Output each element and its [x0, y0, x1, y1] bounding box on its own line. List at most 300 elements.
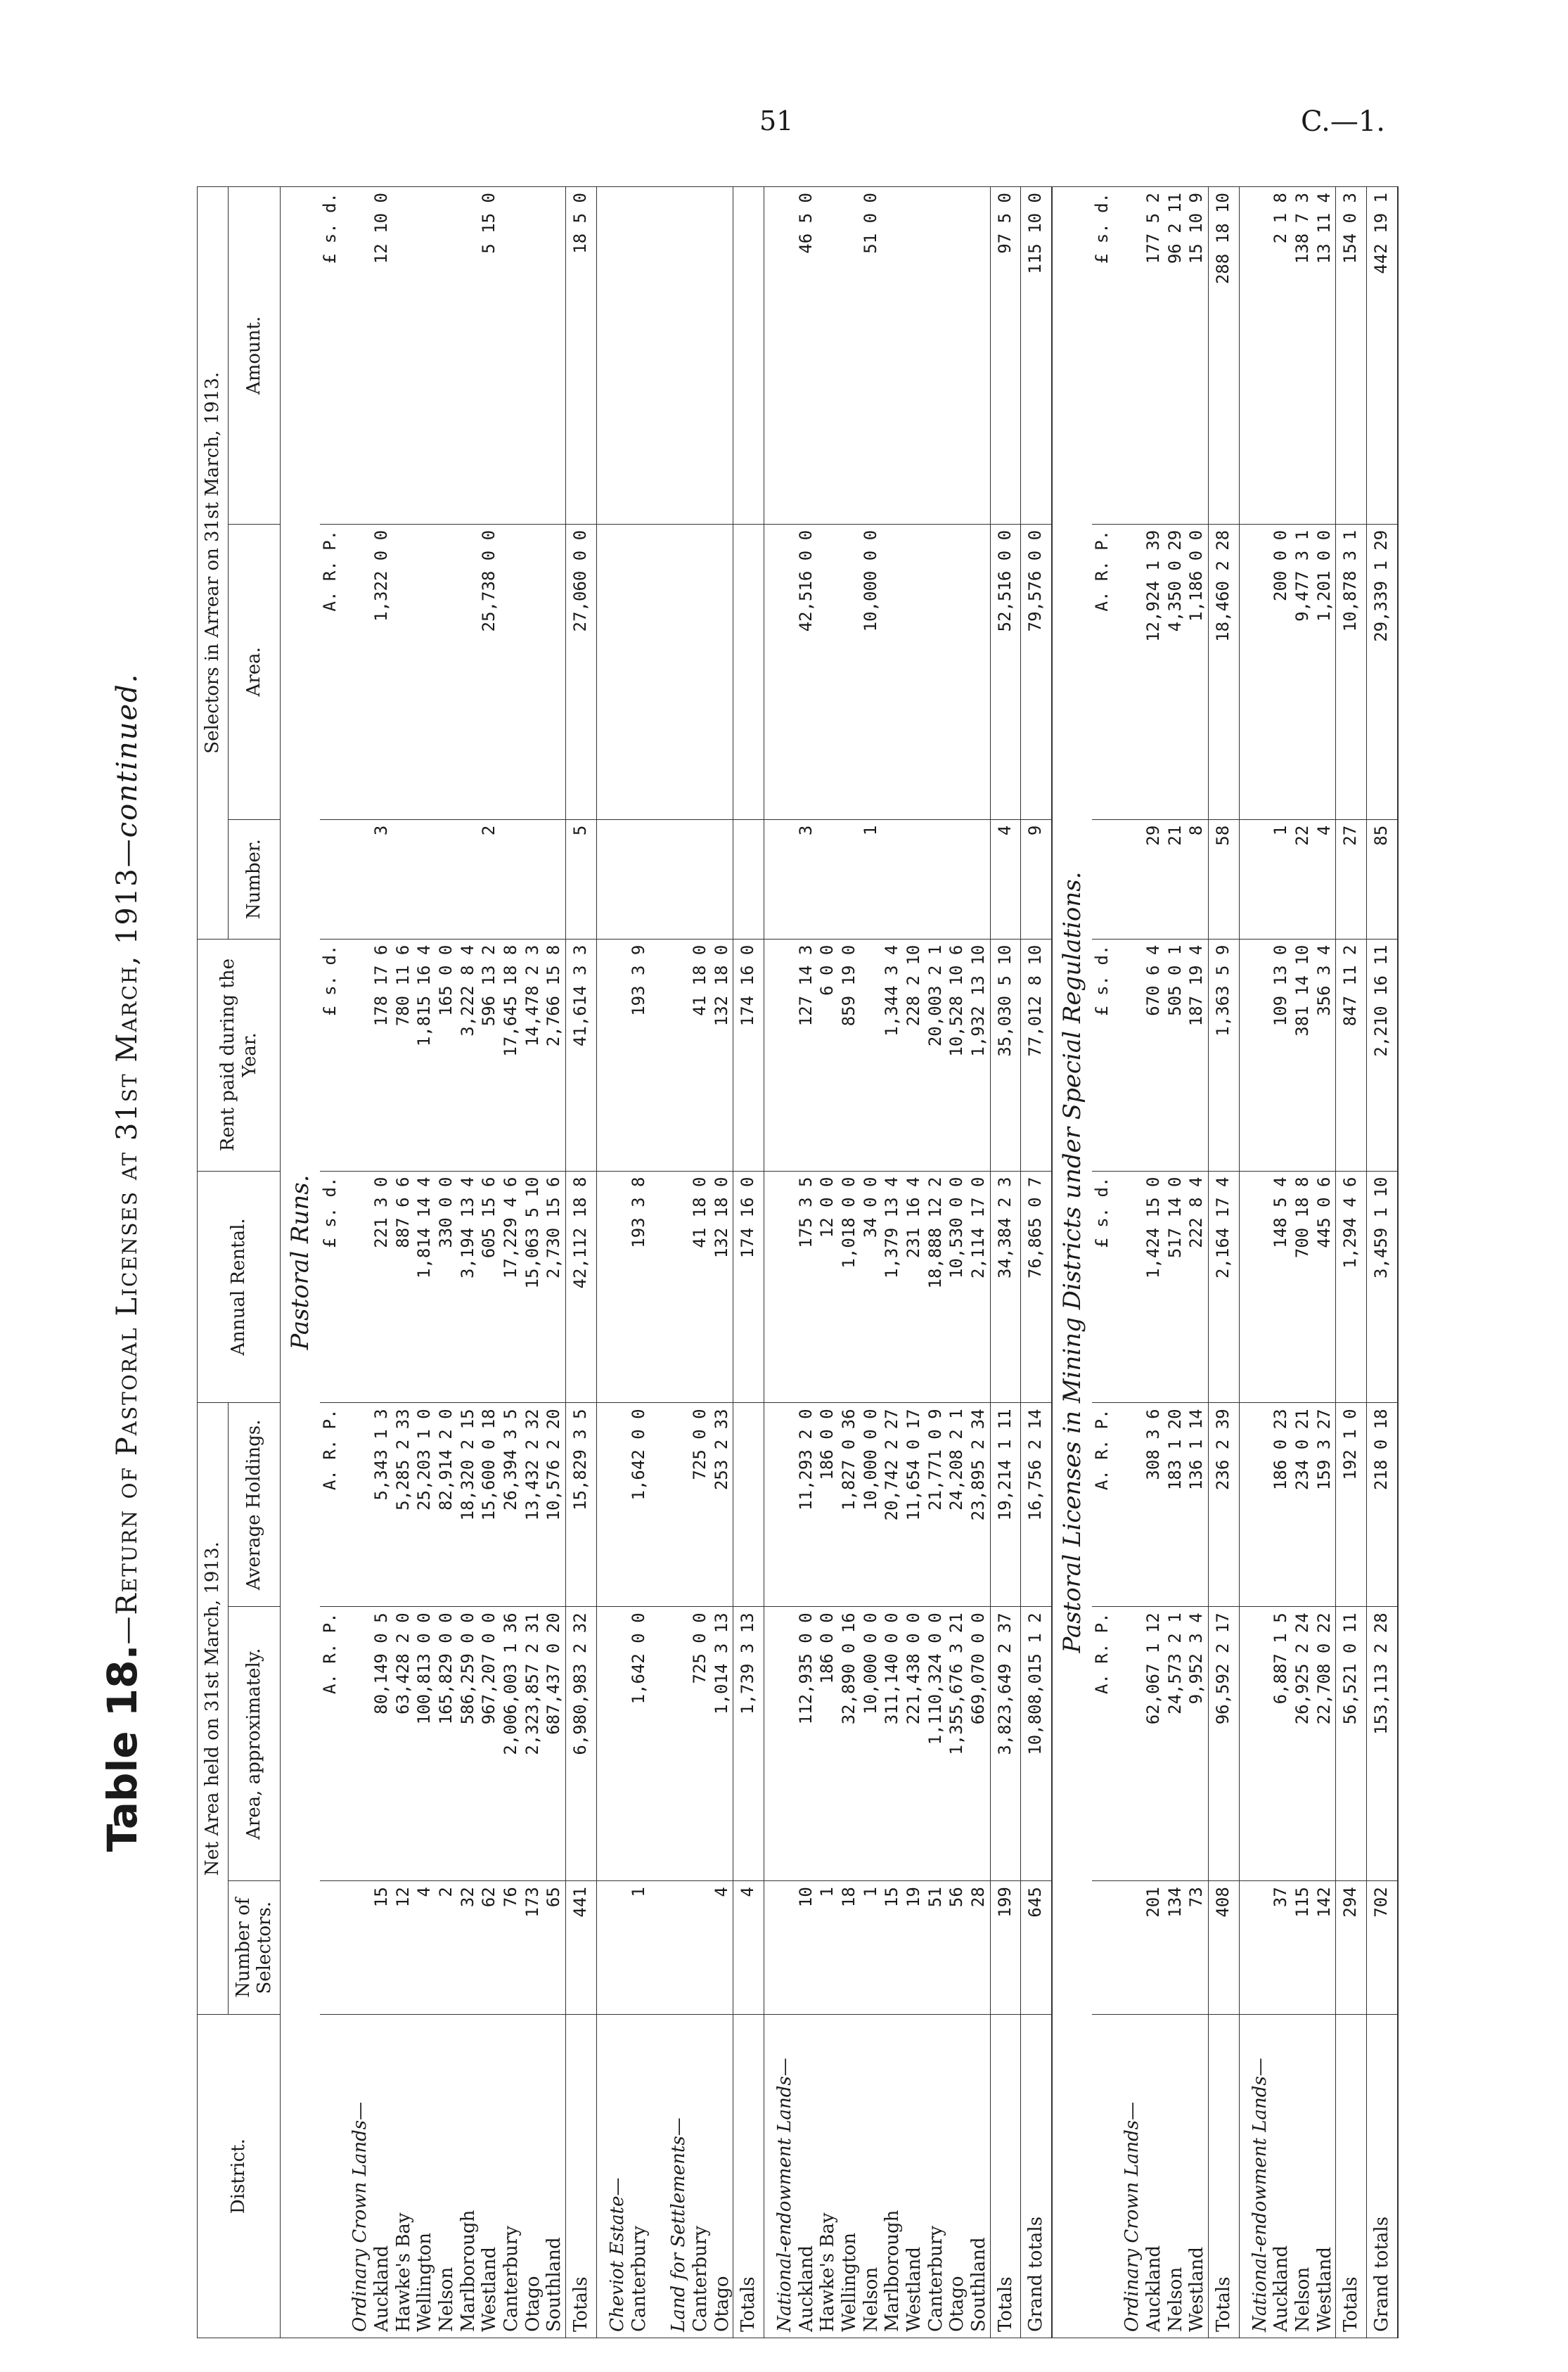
cell-arrear-area — [501, 524, 522, 819]
cell-area: 1,739 3 13 — [733, 1607, 764, 1881]
cell-arrear-amount: 115 10 0 — [1021, 187, 1052, 525]
cell-district: Nelson — [1165, 2015, 1187, 2338]
cell-arrear-number: 3 — [796, 819, 818, 939]
cell-arrear-area: 10,878 3 1 — [1336, 524, 1367, 819]
cell-average-holding — [650, 1403, 658, 1607]
units-row — [320, 187, 340, 2338]
cell-average-holding: 16,756 2 14 — [1021, 1403, 1052, 1607]
cell-rent-paid — [861, 939, 882, 1171]
cell-district: Ordinary Crown Lands— — [340, 2015, 371, 2338]
cell-arrear-amount — [839, 187, 861, 525]
cell-district: Marlborough — [882, 2015, 904, 2338]
cell-selectors — [1239, 1881, 1271, 2015]
cell-district: Grand totals — [1367, 2015, 1398, 2338]
cell-annual-rental: 148 5 4 — [1271, 1171, 1292, 1403]
section-title: Pastoral Runs. — [281, 187, 321, 2338]
cell-annual-rental: 605 15 6 — [479, 1171, 501, 1403]
cell-district: Totals — [1209, 2015, 1240, 2338]
group-heading — [1112, 187, 1143, 2338]
header-selectors: Number of Selectors. — [228, 1881, 280, 2015]
cell-average-holding: 186 0 23 — [1271, 1403, 1292, 1607]
cell-selectors: 37 — [1271, 1881, 1292, 2015]
cell-average-holding: 25,203 1 0 — [414, 1403, 436, 1607]
cell-annual-rental: 193 3 8 — [629, 1171, 650, 1403]
cell-selectors: 115 — [1292, 1881, 1314, 2015]
unit-label: £ s. d. — [320, 187, 340, 525]
cell-rent-paid — [658, 939, 690, 1171]
cell-selectors: 56 — [946, 1881, 968, 2015]
unit-label — [1092, 1881, 1112, 2015]
cell-average-holding: 218 0 18 — [1367, 1403, 1398, 1607]
cell-arrear-number — [1239, 819, 1271, 939]
cell-selectors: 73 — [1186, 1881, 1208, 2015]
unit-label — [320, 2015, 340, 2338]
cell-arrear-number — [393, 819, 415, 939]
cell-selectors: 28 — [968, 1881, 990, 2015]
cell-annual-rental: 445 0 6 — [1314, 1171, 1336, 1403]
unit-label: A. R. P. — [320, 1403, 340, 1607]
cell-arrear-amount — [340, 187, 371, 525]
cell-annual-rental: 18,888 12 2 — [925, 1171, 947, 1403]
cell-annual-rental: 76,865 0 7 — [1021, 1171, 1052, 1403]
cell-annual-rental: 1,814 14 4 — [414, 1171, 436, 1403]
cell-arrear-area — [733, 524, 764, 819]
cell-arrear-area: 42,516 0 0 — [796, 524, 818, 819]
cell-area: 62,067 1 12 — [1143, 1607, 1165, 1881]
cell-average-holding: 23,895 2 34 — [968, 1403, 990, 1607]
cell-arrear-amount — [733, 187, 764, 525]
cell-area: 10,808,015 1 2 — [1021, 1607, 1052, 1881]
cell-rent-paid: 10,528 10 6 — [946, 939, 968, 1171]
cell-area: 6,887 1 5 — [1271, 1607, 1292, 1881]
units-row — [1092, 187, 1112, 2338]
table-row — [904, 187, 925, 2338]
cell-annual-rental — [764, 1171, 795, 1403]
page-code: C.—1. — [1300, 105, 1385, 138]
cell-rent-paid: 1,363 5 9 — [1209, 939, 1240, 1171]
cell-arrear-number: 85 — [1367, 819, 1398, 939]
cell-arrear-number: 58 — [1209, 819, 1240, 939]
cell-selectors: 1 — [629, 1881, 650, 2015]
cell-annual-rental: 700 18 8 — [1292, 1171, 1314, 1403]
unit-label: £ s. d. — [1092, 939, 1112, 1171]
cell-arrear-amount: 13 11 4 — [1314, 187, 1336, 525]
cell-average-holding: 13,432 2 32 — [522, 1403, 544, 1607]
cell-arrear-area — [968, 524, 990, 819]
cell-arrear-area: 4,350 0 29 — [1165, 524, 1187, 819]
cell-arrear-amount — [414, 187, 436, 525]
header-number: Number. — [228, 819, 280, 939]
cell-arrear-number — [629, 819, 650, 939]
cell-area: 967,207 0 0 — [479, 1607, 501, 1881]
cell-rent-paid: 20,003 2 1 — [925, 939, 947, 1171]
cell-district: Grand totals — [1021, 2015, 1052, 2338]
cell-arrear-amount — [1239, 187, 1271, 525]
cell-area: 63,428 2 0 — [393, 1607, 415, 1881]
table-title-continued: continued. — [111, 672, 143, 838]
cell-selectors: 4 — [712, 1881, 733, 2015]
unit-label — [320, 1881, 340, 2015]
cell-area: 112,935 0 0 — [796, 1607, 818, 1881]
cell-arrear-amount: 177 5 2 — [1143, 187, 1165, 525]
cell-arrear-amount — [650, 187, 658, 525]
cell-rent-paid: 381 14 10 — [1292, 939, 1314, 1171]
cell-area: 10,000 0 0 — [861, 1607, 882, 1881]
table-row — [414, 187, 436, 2338]
cell-district — [650, 2015, 658, 2338]
cell-area: 32,890 0 16 — [839, 1607, 861, 1881]
pastoral-licenses-table — [197, 186, 1399, 2338]
cell-rent-paid: 174 16 0 — [733, 939, 764, 1171]
cell-arrear-amount: 51 0 0 — [861, 187, 882, 525]
cell-average-holding: 82,914 2 0 — [436, 1403, 458, 1607]
cell-area: 165,829 0 0 — [436, 1607, 458, 1881]
table-row — [712, 187, 733, 2338]
cell-average-holding: 136 1 14 — [1186, 1403, 1208, 1607]
cell-rent-paid — [764, 939, 795, 1171]
cell-district: Auckland — [1143, 2015, 1165, 2338]
cell-arrear-area — [340, 524, 371, 819]
cell-annual-rental: 221 3 0 — [371, 1171, 393, 1403]
cell-arrear-amount — [458, 187, 480, 525]
totals-row — [1336, 187, 1367, 2338]
cell-average-holding: 192 1 0 — [1336, 1403, 1367, 1607]
cell-average-holding: 26,394 3 5 — [501, 1403, 522, 1607]
section-title: Pastoral Licenses in Mining Districts under Special Regulations. — [1052, 187, 1092, 2338]
cell-district: Wellington — [839, 2015, 861, 2338]
cell-arrear-number — [1112, 819, 1143, 939]
cell-arrear-amount — [690, 187, 712, 525]
cell-selectors: 4 — [733, 1881, 764, 2015]
section-band — [1052, 187, 1092, 2338]
cell-selectors — [690, 1881, 712, 2015]
totals-row — [990, 187, 1021, 2338]
table-row — [629, 187, 650, 2338]
cell-district: Totals — [990, 2015, 1021, 2338]
cell-average-holding: 308 3 6 — [1143, 1403, 1165, 1607]
cell-average-holding: 20,742 2 27 — [882, 1403, 904, 1607]
cell-arrear-number — [596, 819, 628, 939]
cell-rent-paid: 41 18 0 — [690, 939, 712, 1171]
cell-annual-rental: 887 6 6 — [393, 1171, 415, 1403]
totals-row — [733, 187, 764, 2338]
cell-area — [1112, 1607, 1143, 1881]
cell-arrear-area — [393, 524, 415, 819]
cell-rent-paid: 35,030 5 10 — [990, 939, 1021, 1171]
cell-arrear-number — [733, 819, 764, 939]
cell-arrear-number: 21 — [1165, 819, 1187, 939]
cell-annual-rental: 41 18 0 — [690, 1171, 712, 1403]
cell-rent-paid: 6 0 0 — [817, 939, 839, 1171]
cell-selectors: 65 — [544, 1881, 565, 2015]
cell-district: Wellington — [414, 2015, 436, 2338]
cell-arrear-amount — [544, 187, 565, 525]
unit-label — [1092, 819, 1112, 939]
cell-average-holding — [1239, 1403, 1271, 1607]
cell-arrear-area — [839, 524, 861, 819]
table-sheet — [98, 186, 1477, 2338]
group-heading — [596, 187, 628, 2338]
table-row — [1314, 187, 1336, 2338]
cell-district: Canterbury — [629, 2015, 650, 2338]
cell-arrear-area: 1,201 0 0 — [1314, 524, 1336, 819]
cell-arrear-amount — [817, 187, 839, 525]
grand-totals-row — [1021, 187, 1052, 2338]
cell-arrear-number: 1 — [861, 819, 882, 939]
cell-district: Marlborough — [458, 2015, 480, 2338]
header-area: Area, approximately. — [228, 1607, 280, 1881]
unit-label: £ s. d. — [320, 1171, 340, 1403]
cell-average-holding — [658, 1403, 690, 1607]
cell-district: Nelson — [1292, 2015, 1314, 2338]
cell-average-holding: 5,343 1 3 — [371, 1403, 393, 1607]
cell-district: Westland — [479, 2015, 501, 2338]
cell-district: Hawke's Bay — [393, 2015, 415, 2338]
cell-average-holding: 186 0 0 — [817, 1403, 839, 1607]
cell-arrear-number: 1 — [1271, 819, 1292, 939]
table-row — [882, 187, 904, 2338]
cell-rent-paid: 670 6 4 — [1143, 939, 1165, 1171]
cell-district: Totals — [1336, 2015, 1367, 2338]
table-row — [1165, 187, 1187, 2338]
cell-arrear-number — [904, 819, 925, 939]
cell-rent-paid: 1,815 16 4 — [414, 939, 436, 1171]
cell-arrear-area — [882, 524, 904, 819]
cell-selectors: 1 — [817, 1881, 839, 2015]
cell-average-holding: 10,000 0 0 — [861, 1403, 882, 1607]
table-row — [436, 187, 458, 2338]
cell-arrear-area — [690, 524, 712, 819]
cell-selectors: 15 — [882, 1881, 904, 2015]
cell-selectors: 2 — [436, 1881, 458, 2015]
table-row — [393, 187, 415, 2338]
cell-rent-paid: 187 19 4 — [1186, 939, 1208, 1171]
table-row — [968, 187, 990, 2338]
cell-selectors: 4 — [414, 1881, 436, 2015]
header-rent-paid: Rent paid during the Year. — [198, 939, 281, 1171]
cell-arrear-number — [839, 819, 861, 939]
cell-selectors: 645 — [1021, 1881, 1052, 2015]
cell-annual-rental: 517 14 0 — [1165, 1171, 1187, 1403]
cell-area: 1,110,324 0 0 — [925, 1607, 947, 1881]
cell-arrear-amount: 5 15 0 — [479, 187, 501, 525]
cell-arrear-amount: 18 5 0 — [566, 187, 597, 525]
table-row — [1186, 187, 1208, 2338]
cell-rent-paid — [340, 939, 371, 1171]
cell-arrear-area: 27,060 0 0 — [566, 524, 597, 819]
cell-selectors: 18 — [839, 1881, 861, 2015]
cell-annual-rental: 2,164 17 4 — [1209, 1171, 1240, 1403]
cell-district: National-endowment Lands— — [1239, 2015, 1271, 2338]
cell-selectors: 201 — [1143, 1881, 1165, 2015]
cell-area — [658, 1607, 690, 1881]
cell-selectors: 1 — [861, 1881, 882, 2015]
cell-district: Hawke's Bay — [817, 2015, 839, 2338]
cell-annual-rental: 2,730 15 6 — [544, 1171, 565, 1403]
cell-arrear-number — [690, 819, 712, 939]
cell-selectors: 10 — [796, 1881, 818, 2015]
cell-area: 6,980,983 2 32 — [566, 1607, 597, 1881]
cell-arrear-number: 4 — [990, 819, 1021, 939]
cell-average-holding: 159 3 27 — [1314, 1403, 1336, 1607]
cell-area — [764, 1607, 795, 1881]
cell-area: 80,149 0 5 — [371, 1607, 393, 1881]
cell-district: Nelson — [436, 2015, 458, 2338]
cell-district: Nelson — [861, 2015, 882, 2338]
cell-average-holding: 18,320 2 15 — [458, 1403, 480, 1607]
cell-arrear-number — [817, 819, 839, 939]
cell-rent-paid: 193 3 9 — [629, 939, 650, 1171]
cell-selectors: 408 — [1209, 1881, 1240, 2015]
cell-annual-rental: 3,459 1 10 — [1367, 1171, 1398, 1403]
table-row — [946, 187, 968, 2338]
cell-arrear-amount — [925, 187, 947, 525]
cell-area: 26,925 2 24 — [1292, 1607, 1314, 1881]
cell-arrear-amount — [764, 187, 795, 525]
cell-area: 687,437 0 20 — [544, 1607, 565, 1881]
cell-arrear-amount — [968, 187, 990, 525]
cell-arrear-area: 1,322 0 0 — [371, 524, 393, 819]
cell-district: Land for Settlements— — [658, 2015, 690, 2338]
cell-selectors: 134 — [1165, 1881, 1187, 2015]
grand-totals-row — [1367, 187, 1398, 2338]
cell-rent-paid: 596 13 2 — [479, 939, 501, 1171]
cell-arrear-area — [629, 524, 650, 819]
table-row — [1292, 187, 1314, 2338]
cell-annual-rental: 34,384 2 3 — [990, 1171, 1021, 1403]
totals-row — [566, 187, 597, 2338]
cell-arrear-area: 9,477 3 1 — [1292, 524, 1314, 819]
cell-average-holding — [340, 1403, 371, 1607]
cell-annual-rental: 231 16 4 — [904, 1171, 925, 1403]
cell-arrear-number: 27 — [1336, 819, 1367, 939]
cell-district: Auckland — [796, 2015, 818, 2338]
group-heading — [340, 187, 371, 2338]
cell-arrear-amount: 2 1 8 — [1271, 187, 1292, 525]
cell-annual-rental: 3,194 13 4 — [458, 1171, 480, 1403]
cell-arrear-amount — [501, 187, 522, 525]
cell-selectors — [764, 1881, 795, 2015]
cell-arrear-number — [436, 819, 458, 939]
cell-district: Otago — [946, 2015, 968, 2338]
cell-area — [340, 1607, 371, 1881]
cell-selectors — [340, 1881, 371, 2015]
cell-rent-paid: 356 3 4 — [1314, 939, 1336, 1171]
cell-area: 56,521 0 11 — [1336, 1607, 1367, 1881]
cell-arrear-amount: 96 2 11 — [1165, 187, 1187, 525]
cell-arrear-number: 4 — [1314, 819, 1336, 939]
header-average: Average Holdings. — [228, 1403, 280, 1607]
cell-rent-paid: 1,344 3 4 — [882, 939, 904, 1171]
cell-arrear-number — [501, 819, 522, 939]
cell-annual-rental: 42,112 18 8 — [566, 1171, 597, 1403]
cell-rent-paid: 77,012 8 10 — [1021, 939, 1052, 1171]
cell-selectors: 173 — [522, 1881, 544, 2015]
cell-average-holding: 19,214 1 11 — [990, 1403, 1021, 1607]
cell-arrear-amount — [436, 187, 458, 525]
cell-arrear-number — [946, 819, 968, 939]
cell-arrear-area — [658, 524, 690, 819]
cell-rent-paid: 127 14 3 — [796, 939, 818, 1171]
table-row — [522, 187, 544, 2338]
cell-selectors — [658, 1881, 690, 2015]
cell-district: Westland — [1186, 2015, 1208, 2338]
cell-average-holding: 183 1 20 — [1165, 1403, 1187, 1607]
table-number: Table 18. — [98, 1644, 146, 1852]
cell-district: Canterbury — [690, 2015, 712, 2338]
cell-selectors: 62 — [479, 1881, 501, 2015]
cell-arrear-area: 18,460 2 28 — [1209, 524, 1240, 819]
cell-arrear-amount — [522, 187, 544, 525]
cell-arrear-area: 29,339 1 29 — [1367, 524, 1398, 819]
cell-rent-paid: 3,222 8 4 — [458, 939, 480, 1171]
cell-rent-paid: 1,932 13 10 — [968, 939, 990, 1171]
cell-arrear-area — [414, 524, 436, 819]
cell-arrear-number — [925, 819, 947, 939]
table-row — [1143, 187, 1165, 2338]
table-row — [839, 187, 861, 2338]
cell-area: 1,014 3 13 — [712, 1607, 733, 1881]
cell-arrear-area: 79,576 0 0 — [1021, 524, 1052, 819]
cell-arrear-amount: 288 18 10 — [1209, 187, 1240, 525]
cell-arrear-amount — [712, 187, 733, 525]
cell-arrear-area — [925, 524, 947, 819]
cell-arrear-number — [650, 819, 658, 939]
cell-arrear-number: 5 — [566, 819, 597, 939]
cell-arrear-amount: 46 5 0 — [796, 187, 818, 525]
cell-selectors — [596, 1881, 628, 2015]
cell-arrear-area: 12,924 1 39 — [1143, 524, 1165, 819]
header-net-area: Net Area held on 31st March, 1913. — [198, 1403, 229, 2015]
cell-rent-paid: 505 0 1 — [1165, 939, 1187, 1171]
table-row — [861, 187, 882, 2338]
cell-arrear-amount: 138 7 3 — [1292, 187, 1314, 525]
table-row — [458, 187, 480, 2338]
cell-selectors: 51 — [925, 1881, 947, 2015]
cell-area: 9,952 3 4 — [1186, 1607, 1208, 1881]
cell-average-holding: 15,600 0 18 — [479, 1403, 501, 1607]
cell-annual-rental: 17,229 4 6 — [501, 1171, 522, 1403]
group-heading — [658, 187, 690, 2338]
cell-arrear-amount — [629, 187, 650, 525]
cell-area: 3,823,649 2 37 — [990, 1607, 1021, 1881]
table-row — [690, 187, 712, 2338]
cell-selectors: 294 — [1336, 1881, 1367, 2015]
cell-annual-rental: 222 8 4 — [1186, 1171, 1208, 1403]
header-arrear: Selectors in Arrear on 31st March, 1913. — [198, 187, 229, 940]
cell-rent-paid: 14,478 2 3 — [522, 939, 544, 1171]
cell-arrear-number: 2 — [479, 819, 501, 939]
cell-arrear-area — [436, 524, 458, 819]
cell-area — [650, 1607, 658, 1881]
cell-average-holding: 234 0 21 — [1292, 1403, 1314, 1607]
cell-annual-rental — [658, 1171, 690, 1403]
cell-arrear-number — [968, 819, 990, 939]
cell-district: Canterbury — [925, 2015, 947, 2338]
cell-annual-rental — [596, 1171, 628, 1403]
cell-arrear-amount: 97 5 0 — [990, 187, 1021, 525]
unit-label — [320, 819, 340, 939]
cell-selectors: 142 — [1314, 1881, 1336, 2015]
cell-rent-paid: 780 11 6 — [393, 939, 415, 1171]
cell-district: Southland — [544, 2015, 565, 2338]
cell-arrear-area — [946, 524, 968, 819]
cell-rent-paid: 847 11 2 — [1336, 939, 1367, 1171]
cell-arrear-amount — [904, 187, 925, 525]
cell-district: Otago — [712, 2015, 733, 2338]
cell-rent-paid: 165 0 0 — [436, 939, 458, 1171]
cell-arrear-number — [522, 819, 544, 939]
